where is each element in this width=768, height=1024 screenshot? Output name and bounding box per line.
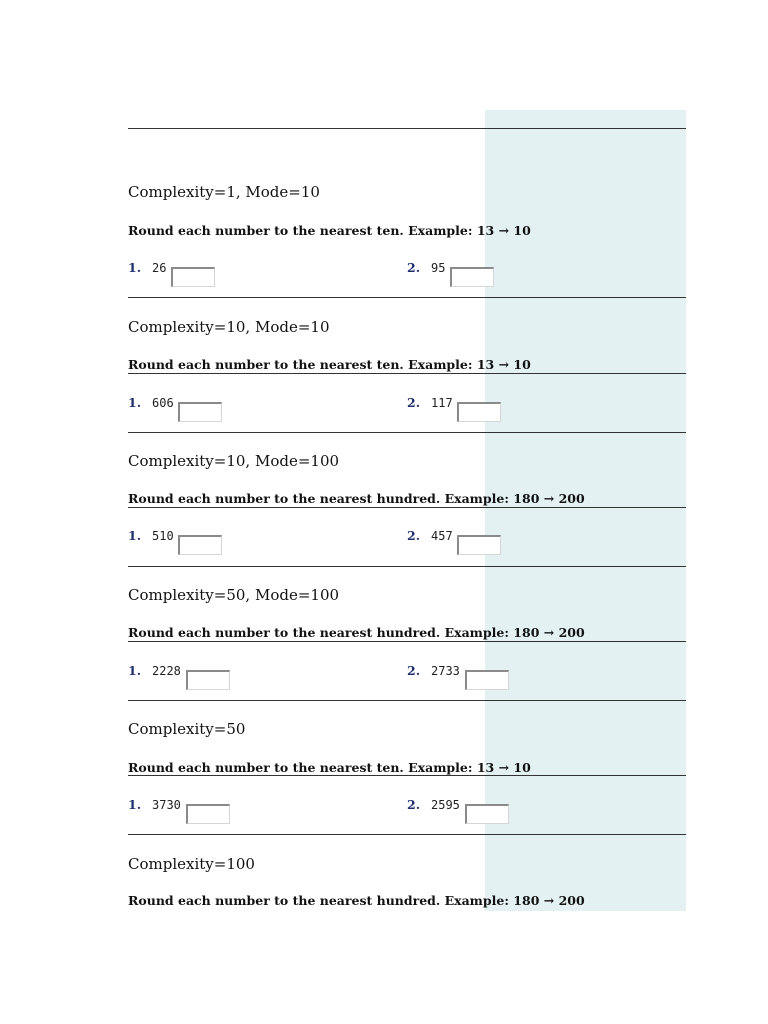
section-divider [128, 834, 686, 835]
instruction-divider [128, 507, 686, 508]
section-divider [128, 566, 686, 567]
problem-number: 1. [128, 260, 142, 275]
instruction-divider [128, 641, 686, 642]
section-instruction: Round each number to the nearest ten. Example: 13 → 10 [128, 357, 531, 372]
problem-number: 1. [128, 797, 142, 812]
answer-input[interactable] [465, 804, 509, 824]
problem-value: 117 [431, 396, 453, 410]
answer-input[interactable] [186, 670, 230, 690]
top-divider [128, 128, 686, 129]
problem-value: 2228 [152, 664, 181, 678]
section-title: Complexity=100 [128, 855, 255, 873]
answer-input[interactable] [186, 804, 230, 824]
problem-number: 1. [128, 663, 142, 678]
problem-value: 95 [431, 261, 446, 275]
problem-value: 606 [152, 396, 174, 410]
section-instruction: Round each number to the nearest ten. Example: 13 → 10 [128, 760, 531, 775]
section-instruction: Round each number to the nearest hundred. Example: 180 → 200 [128, 491, 585, 506]
section-divider [128, 432, 686, 433]
section-divider [128, 297, 686, 298]
problem-number: 2. [407, 797, 421, 812]
section-title: Complexity=50 [128, 720, 246, 738]
section-instruction: Round each number to the nearest hundred. Example: 180 → 200 [128, 893, 585, 908]
section-title: Complexity=10, Mode=10 [128, 318, 330, 336]
section-divider [128, 700, 686, 701]
problem-value: 510 [152, 529, 174, 543]
worksheet [128, 0, 686, 1024]
problem-value: 3730 [152, 798, 181, 812]
answer-input[interactable] [457, 402, 501, 422]
instruction-divider [128, 373, 686, 374]
answer-input[interactable] [178, 402, 222, 422]
answer-input[interactable] [457, 535, 501, 555]
problem-number: 1. [128, 528, 142, 543]
problem-number: 2. [407, 528, 421, 543]
section-instruction: Round each number to the nearest hundred. Example: 180 → 200 [128, 625, 585, 640]
problem-value: 26 [152, 261, 167, 275]
problem-number: 1. [128, 395, 142, 410]
section-title: Complexity=50, Mode=100 [128, 586, 340, 604]
answer-input[interactable] [450, 267, 494, 287]
problem-number: 2. [407, 395, 421, 410]
problem-number: 2. [407, 260, 421, 275]
answer-input[interactable] [465, 670, 509, 690]
problem-number: 2. [407, 663, 421, 678]
problem-value: 457 [431, 529, 453, 543]
answer-input[interactable] [171, 267, 215, 287]
section-title: Complexity=1, Mode=10 [128, 183, 320, 201]
section-title: Complexity=10, Mode=100 [128, 452, 340, 470]
answer-input[interactable] [178, 535, 222, 555]
instruction-divider [128, 775, 686, 776]
section-instruction: Round each number to the nearest ten. Example: 13 → 10 [128, 223, 531, 238]
problem-value: 2733 [431, 664, 460, 678]
problem-value: 2595 [431, 798, 460, 812]
